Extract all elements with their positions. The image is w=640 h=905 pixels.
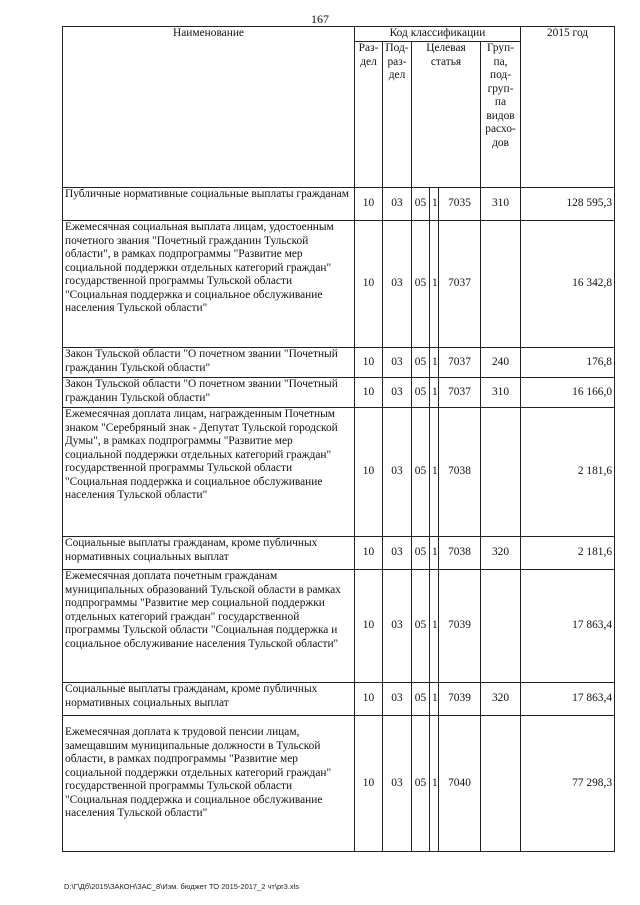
header-subsection: Под- раз- дел: [383, 42, 412, 188]
row-amount: 16 166,0: [521, 378, 615, 408]
row-name: Закон Тульской области "О почетном звании "Почетный гражданин Тульской области": [63, 378, 355, 408]
row-target-3: 7040: [439, 716, 481, 852]
row-target-1: 05: [412, 188, 430, 221]
table-row: [63, 188, 615, 221]
row-target-3: 7037: [439, 348, 481, 378]
table-row: [63, 683, 615, 716]
table-row: [63, 348, 615, 378]
row-amount: 2 181,6: [521, 408, 615, 537]
row-amount: 2 181,6: [521, 537, 615, 570]
row-target-1: 05: [412, 348, 430, 378]
row-name: Публичные нормативные социальные выплаты гражданам: [63, 188, 355, 221]
row-name: Закон Тульской области "О почетном звании "Почетный гражданин Тульской области": [63, 348, 355, 378]
row-target-3: 7037: [439, 378, 481, 408]
row-target-3: 7035: [439, 188, 481, 221]
row-name: Ежемесячная доплата лицам, награжденным Почетным знаком "Серебряный знак - Депутат Тульской городской Думы", в рамках подпрограммы "Развитие мер социальной поддержки отдельных категорий граждан" государственной программы Тульской области "Социальная поддержка и социальное обслуживание населения Тульской области": [63, 408, 355, 537]
row-subsection: 03: [383, 683, 412, 716]
row-target-3: 7038: [439, 408, 481, 537]
row-expense-group: 240: [481, 348, 521, 378]
table-row: [63, 408, 615, 537]
row-section: 10: [355, 683, 383, 716]
row-section: 10: [355, 188, 383, 221]
row-amount: 77 298,3: [521, 716, 615, 852]
row-section: 10: [355, 570, 383, 683]
row-name: Социальные выплаты гражданам, кроме публичных нормативных социальных выплат: [63, 537, 355, 570]
row-subsection: 03: [383, 408, 412, 537]
row-name: Ежемесячная доплата к трудовой пенсии лицам, замещавшим муниципальные должности в Тульской области, в рамках подпрограммы "Развитие мер социальной поддержки отдельных категорий граждан" государственной программы Тульской области "Социальная поддержка и социальное обслуживание населения Тульской области": [63, 716, 355, 852]
row-subsection: 03: [383, 188, 412, 221]
row-name: Ежемесячная социальная выплата лицам, удостоенным почетного звания "Почетный гражданин Тульской области", в рамках подпрограммы "Развитие мер социальной поддержки отдельных категорий граждан" государственной программы Тульской области "Социальная поддержка и социальное обслуживание населения Тульской области": [63, 221, 355, 348]
row-target-2: 1: [430, 570, 439, 683]
row-expense-group: [481, 221, 521, 348]
row-expense-group: 320: [481, 537, 521, 570]
table-row: [63, 570, 615, 683]
budget-table: [62, 26, 615, 852]
row-target-1: 05: [412, 570, 430, 683]
row-section: 10: [355, 716, 383, 852]
row-target-1: 05: [412, 683, 430, 716]
row-amount: 17 863,4: [521, 570, 615, 683]
row-subsection: 03: [383, 716, 412, 852]
header-code-group: Код классификации: [355, 27, 521, 42]
row-amount: 17 863,4: [521, 683, 615, 716]
row-target-1: 05: [412, 537, 430, 570]
row-subsection: 03: [383, 378, 412, 408]
row-subsection: 03: [383, 537, 412, 570]
row-target-2: 1: [430, 348, 439, 378]
row-section: 10: [355, 221, 383, 348]
row-target-3: 7038: [439, 537, 481, 570]
row-section: 10: [355, 378, 383, 408]
row-name: Ежемесячная доплата почетным гражданам муниципальных образований Тульской области в рамках подпрограммы "Развитие мер социальной поддержки отдельных категорий граждан" государственной программы Тульской области "Социальная поддержка и социальное обслуживание населения Тульской области": [63, 570, 355, 683]
header-expense-group: Груп- па, под- груп- па видов расхо- дов: [481, 42, 521, 188]
row-subsection: 03: [383, 221, 412, 348]
row-expense-group: [481, 570, 521, 683]
file-path-footer: D:\Г\Дб\2015\ЗАКОН\ЗАС_8\Изм. бюджет ТО 2015-2017_2 чт\pr3.xls: [64, 882, 300, 891]
row-amount: 16 342,8: [521, 221, 615, 348]
header-section: Раз- дел: [355, 42, 383, 188]
header-year: 2015 год: [521, 27, 615, 188]
table-row: [63, 378, 615, 408]
row-expense-group: 310: [481, 188, 521, 221]
row-expense-group: 320: [481, 683, 521, 716]
row-expense-group: 310: [481, 378, 521, 408]
row-target-3: 7039: [439, 683, 481, 716]
table-row: [63, 537, 615, 570]
header-name: Наименование: [63, 27, 355, 188]
row-target-3: 7037: [439, 221, 481, 348]
row-target-2: 1: [430, 188, 439, 221]
row-amount: 176,8: [521, 348, 615, 378]
row-section: 10: [355, 537, 383, 570]
row-target-2: 1: [430, 683, 439, 716]
row-target-1: 05: [412, 716, 430, 852]
header-target-article: Целевая статья: [412, 42, 481, 188]
row-subsection: 03: [383, 348, 412, 378]
row-target-3: 7039: [439, 570, 481, 683]
row-target-2: 1: [430, 378, 439, 408]
row-target-1: 05: [412, 378, 430, 408]
row-target-2: 1: [430, 408, 439, 537]
row-expense-group: [481, 408, 521, 537]
row-section: 10: [355, 348, 383, 378]
row-target-2: 1: [430, 537, 439, 570]
row-section: 10: [355, 408, 383, 537]
table-row: [63, 716, 615, 852]
table-row: [63, 221, 615, 348]
row-subsection: 03: [383, 570, 412, 683]
row-expense-group: [481, 716, 521, 852]
row-target-2: 1: [430, 716, 439, 852]
row-target-1: 05: [412, 408, 430, 537]
row-target-1: 05: [412, 221, 430, 348]
row-amount: 128 595,3: [521, 188, 615, 221]
row-name: Социальные выплаты гражданам, кроме публичных нормативных социальных выплат: [63, 683, 355, 716]
page-number: 167: [311, 12, 329, 26]
row-target-2: 1: [430, 221, 439, 348]
